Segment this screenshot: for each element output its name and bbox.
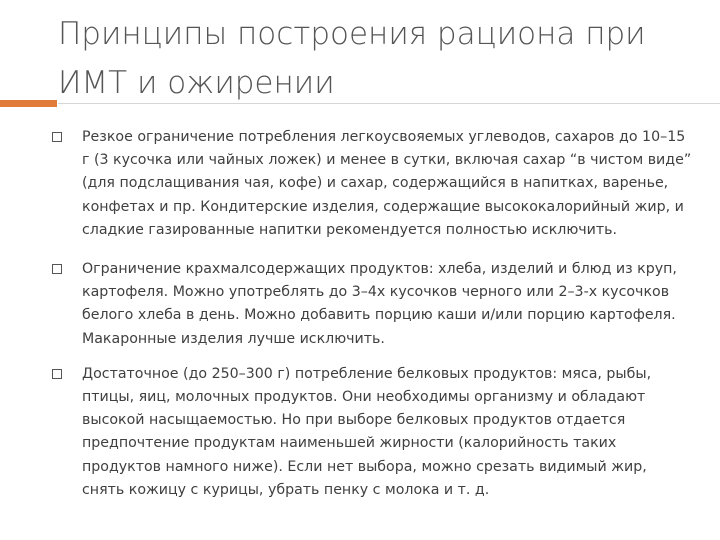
slide-title xyxy=(58,10,708,108)
slide-title-line-2: ИМТ и ожирении xyxy=(58,65,335,101)
bullet-item-sugars xyxy=(52,126,692,242)
square-bullet-icon xyxy=(52,369,62,379)
bullet-text: Резкое ограничение потребления легкоусвояемых углеводов, сахаров до 10–15 г (3 кусочка или чайных ложек) и менее в сутки, включая сахар “в чистом виде” (для подслащивания чая, кофе) и сахар, содержащийся в напитках, варенье, конфетах и пр. Кондитерские изделия, содержащие высококалорийный жир, и сладкие газированные напитки рекомендуется полностью исключить. xyxy=(82,129,692,238)
bullet-text: Достаточное (до 250–300 г) потребление белковых продуктов: мяса, рыбы, птицы, яиц, молочных продуктов. Они необходимы организму и обладают высокой насыщаемостью. Но при выборе белковых продуктов отдается предпочтение продуктам наименьшей жирности (калорийность таких продуктов намного ниже). Если нет выбора, можно срезать видимый жир, снять кожицу с курицы, убрать пенку с молока и т. д. xyxy=(82,365,652,498)
bullet-text: Ограничение крахмалсодержащих продуктов: хлеба, изделий и блюд из круп, картофеля. Можно употреблять до 3–4х кусочков черного или 2–3-х кусочков белого хлеба в день. Можно добавить порцию каши и/или порцию картофеля. Макаронные изделия лучше исключить. xyxy=(82,261,677,347)
bullet-item-starch xyxy=(52,258,692,351)
title-divider xyxy=(58,103,720,104)
square-bullet-icon xyxy=(52,264,62,274)
slide-title-line-1: Принципы построения рациона при xyxy=(58,16,646,52)
bullet-item-protein xyxy=(52,363,692,502)
square-bullet-icon xyxy=(52,132,62,142)
bullet-list xyxy=(52,126,692,518)
title-accent-bar xyxy=(0,100,57,107)
